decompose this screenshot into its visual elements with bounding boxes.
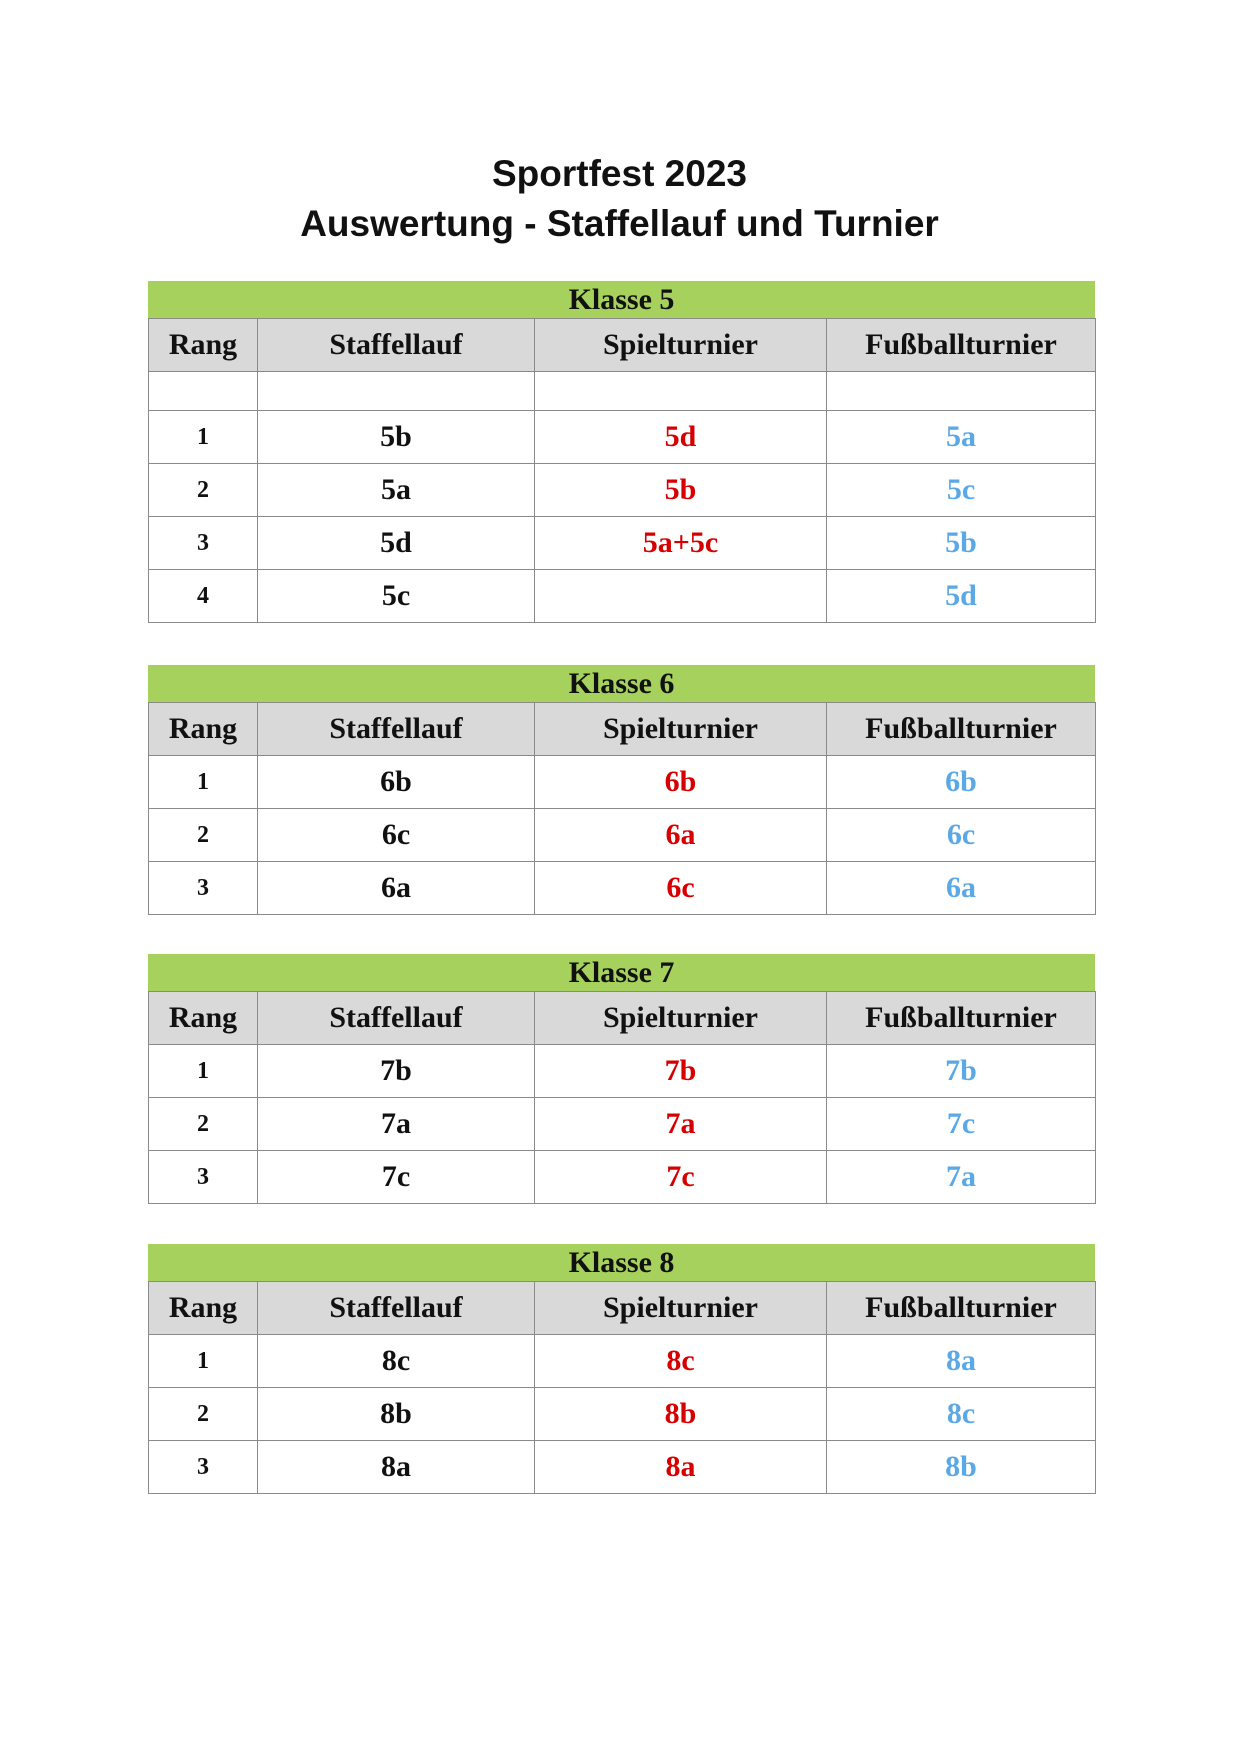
rang-cell: 3 — [149, 1151, 258, 1204]
table-row — [149, 517, 1096, 570]
rang-cell: 3 — [149, 1441, 258, 1494]
fussballturnier-cell: 5a — [827, 411, 1096, 464]
page-subtitle: Auswertung - Staffellauf und Turnier — [300, 203, 939, 244]
rang-cell: 1 — [149, 756, 258, 809]
empty-row — [149, 372, 1096, 411]
fussballturnier-cell: 7b — [827, 1045, 1096, 1098]
results-table — [148, 318, 1096, 623]
spielturnier-cell: 7b — [535, 1045, 827, 1098]
col-header-staffellauf: Staffellauf — [258, 1282, 535, 1335]
fussballturnier-cell: 6b — [827, 756, 1096, 809]
spielturnier-cell: 6b — [535, 756, 827, 809]
table-row — [149, 862, 1096, 915]
rang-cell: 3 — [149, 862, 258, 915]
col-header-fussballturnier: Fußballturnier — [827, 1282, 1096, 1335]
spielturnier-cell: 7c — [535, 1151, 827, 1204]
results-table — [148, 991, 1096, 1204]
spielturnier-cell — [535, 570, 827, 623]
rang-cell: 4 — [149, 570, 258, 623]
rang-cell: 1 — [149, 1335, 258, 1388]
fussballturnier-cell: 7c — [827, 1098, 1096, 1151]
table-row — [149, 1151, 1096, 1204]
col-header-spielturnier: Spielturnier — [535, 992, 827, 1045]
table-row — [149, 570, 1096, 623]
table-row — [149, 1388, 1096, 1441]
staffellauf-cell: 5c — [258, 570, 535, 623]
empty-cell — [535, 372, 827, 411]
table-row — [149, 1335, 1096, 1388]
rang-cell: 1 — [149, 1045, 258, 1098]
empty-cell — [149, 372, 258, 411]
table-row — [149, 411, 1096, 464]
col-header-rang: Rang — [149, 992, 258, 1045]
spielturnier-cell: 6c — [535, 862, 827, 915]
fussballturnier-cell: 7a — [827, 1151, 1096, 1204]
rang-cell: 2 — [149, 1388, 258, 1441]
col-header-rang: Rang — [149, 703, 258, 756]
fussballturnier-cell: 8b — [827, 1441, 1096, 1494]
empty-cell — [258, 372, 535, 411]
spielturnier-cell: 6a — [535, 809, 827, 862]
klasse-6-section — [148, 665, 1095, 915]
staffellauf-cell: 5b — [258, 411, 535, 464]
klasse-header: Klasse 8 — [148, 1244, 1095, 1281]
staffellauf-cell: 8a — [258, 1441, 535, 1494]
klasse-header: Klasse 7 — [148, 954, 1095, 991]
table-row — [149, 1441, 1096, 1494]
spielturnier-cell: 8c — [535, 1335, 827, 1388]
results-table — [148, 1281, 1096, 1494]
spielturnier-cell: 8b — [535, 1388, 827, 1441]
staffellauf-cell: 6b — [258, 756, 535, 809]
col-header-spielturnier: Spielturnier — [535, 1282, 827, 1335]
rang-cell: 2 — [149, 464, 258, 517]
table-row — [149, 809, 1096, 862]
staffellauf-cell: 6a — [258, 862, 535, 915]
klasse-header: Klasse 5 — [148, 281, 1095, 318]
klasse-5-section — [148, 281, 1095, 623]
spielturnier-cell: 7a — [535, 1098, 827, 1151]
rang-cell: 3 — [149, 517, 258, 570]
spielturnier-cell: 5a+5c — [535, 517, 827, 570]
fussballturnier-cell: 8c — [827, 1388, 1096, 1441]
col-header-rang: Rang — [149, 1282, 258, 1335]
col-header-staffellauf: Staffellauf — [258, 992, 535, 1045]
table-header-row — [149, 1282, 1096, 1335]
col-header-rang: Rang — [149, 319, 258, 372]
fussballturnier-cell: 6c — [827, 809, 1096, 862]
col-header-fussballturnier: Fußballturnier — [827, 992, 1096, 1045]
staffellauf-cell: 5d — [258, 517, 535, 570]
col-header-spielturnier: Spielturnier — [535, 703, 827, 756]
table-row — [149, 1098, 1096, 1151]
rang-cell: 1 — [149, 411, 258, 464]
staffellauf-cell: 8c — [258, 1335, 535, 1388]
fussballturnier-cell: 5c — [827, 464, 1096, 517]
rang-cell: 2 — [149, 1098, 258, 1151]
fussballturnier-cell: 5b — [827, 517, 1096, 570]
col-header-staffellauf: Staffellauf — [258, 703, 535, 756]
col-header-fussballturnier: Fußballturnier — [827, 703, 1096, 756]
col-header-staffellauf: Staffellauf — [258, 319, 535, 372]
klasse-7-section — [148, 954, 1095, 1204]
spielturnier-cell: 5b — [535, 464, 827, 517]
klasse-header: Klasse 6 — [148, 665, 1095, 702]
table-header-row — [149, 319, 1096, 372]
page-title: Sportfest 2023 — [492, 153, 747, 194]
fussballturnier-cell: 5d — [827, 570, 1096, 623]
results-table — [148, 702, 1096, 915]
table-row — [149, 756, 1096, 809]
staffellauf-cell: 8b — [258, 1388, 535, 1441]
staffellauf-cell: 5a — [258, 464, 535, 517]
rang-cell: 2 — [149, 809, 258, 862]
col-header-spielturnier: Spielturnier — [535, 319, 827, 372]
spielturnier-cell: 5d — [535, 411, 827, 464]
empty-cell — [827, 372, 1096, 411]
table-row — [149, 464, 1096, 517]
table-header-row — [149, 992, 1096, 1045]
klasse-8-section — [148, 1244, 1095, 1494]
spielturnier-cell: 8a — [535, 1441, 827, 1494]
staffellauf-cell: 7c — [258, 1151, 535, 1204]
table-row — [149, 1045, 1096, 1098]
staffellauf-cell: 7b — [258, 1045, 535, 1098]
col-header-fussballturnier: Fußballturnier — [827, 319, 1096, 372]
staffellauf-cell: 7a — [258, 1098, 535, 1151]
staffellauf-cell: 6c — [258, 809, 535, 862]
fussballturnier-cell: 6a — [827, 862, 1096, 915]
fussballturnier-cell: 8a — [827, 1335, 1096, 1388]
table-header-row — [149, 703, 1096, 756]
